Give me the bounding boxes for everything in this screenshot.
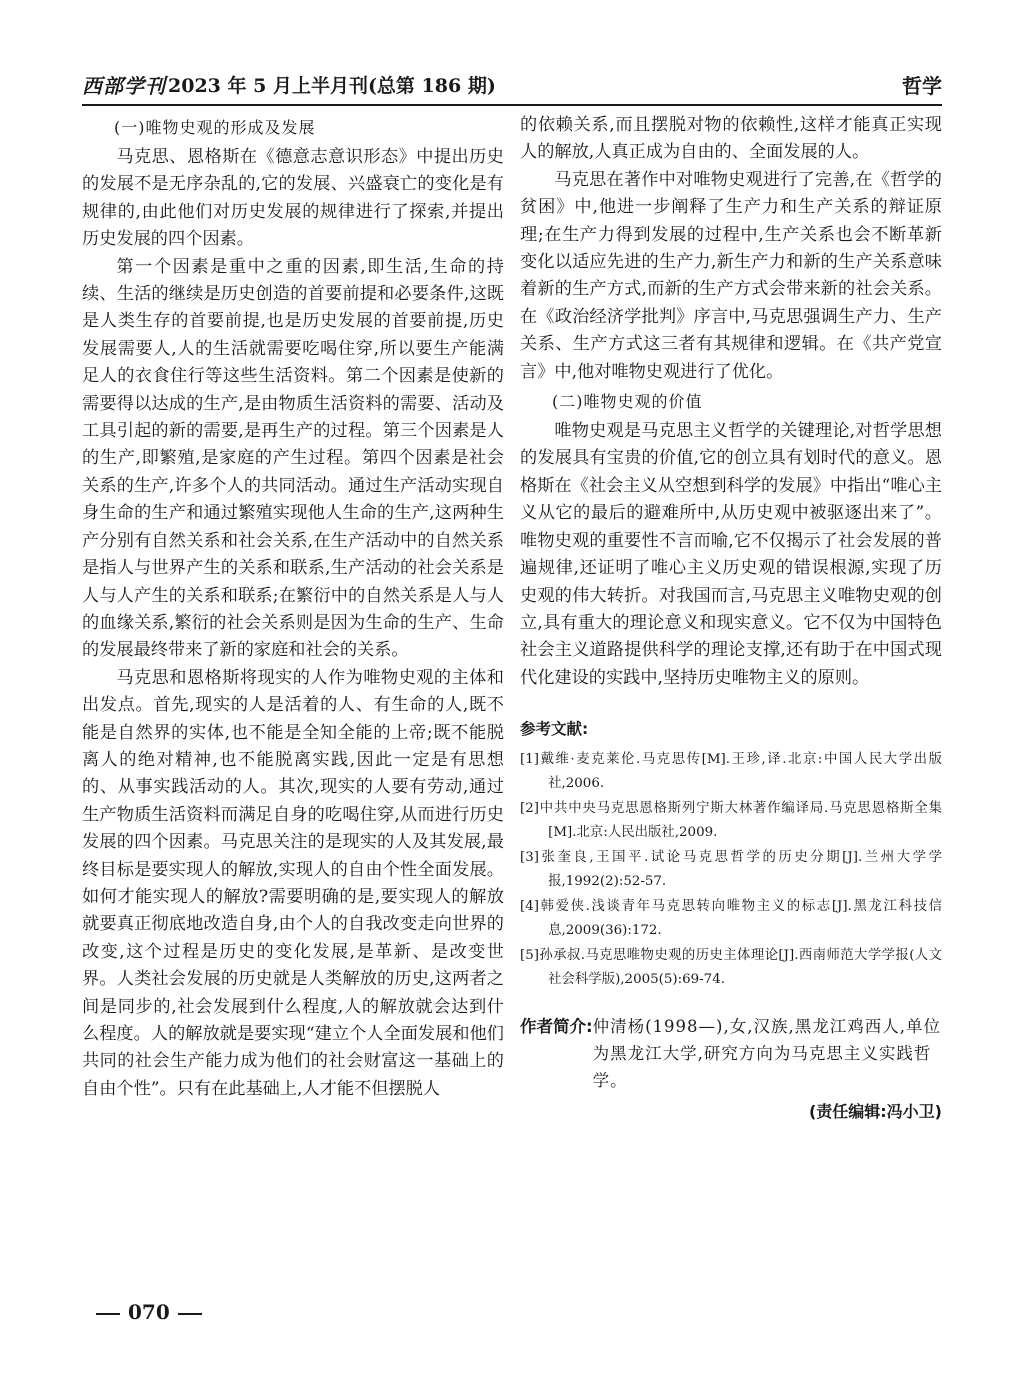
page-number: 070 bbox=[128, 1300, 170, 1324]
author-bio bbox=[520, 1013, 942, 1094]
author-bio-label: 作者简介: bbox=[520, 1016, 593, 1036]
running-header bbox=[82, 64, 942, 106]
dash-right bbox=[178, 1313, 202, 1315]
paragraph: 第一个因素是重中之重的因素,即生活,生命的持续、生活的继续是历史创造的首要前提和必要条件,这既是人类生存的首要前提,也是历史发展的首要前提,历史发展需要人,人的生活就需要吃喝住穿,所以要生产能满足人的衣食住行等这些生活资料。第二个因素是使新的需要得以达成的生产,是由物质生活资料的需要、活动及工具引起的新的需要,是再生产的过程。第三个因素是人的生产,即繁殖,是家庭的产生过程。第四个因素是社会关系的生产,许多个人的共同活动。通过生产活动实现自身生命的生产和通过繁殖实现他人生命的生产,这两种生产分别有自然关系和社会关系,在生产活动中的自然关系是指人与世界产生的关系和联系,生产活动的社会关系是人与人产生的关系和联系;在繁衍中的自然关系是人与人的血缘关系,繁衍的社会关系则是因为生命的生产、生命的发展最终带来了新的家庭和社会的关系。 bbox=[82, 256, 504, 661]
right-column bbox=[520, 112, 942, 1125]
subheading-formation: (一)唯物史观的形成及发展 bbox=[114, 118, 316, 137]
dash-left bbox=[96, 1313, 120, 1315]
reference-item: [2]中共中央马克思恩格斯列宁斯大林著作编译局.马克思恩格斯全集[M].北京:人民出版社,2009. bbox=[520, 800, 942, 841]
left-column bbox=[82, 112, 504, 1103]
issue-info: 2023 年 5 月上半月刊(总第 186 期) bbox=[168, 74, 496, 97]
journal-name: 西部学刊 bbox=[82, 73, 166, 98]
subheading-value: (二)唯物史观的价值 bbox=[552, 392, 703, 412]
author-bio-text: 仲清杨(1998—),女,汉族,黑龙江鸡西人,单位为黑龙江大学,研究方向为马克思主义实践哲学。 bbox=[592, 1016, 941, 1090]
reference-item: [5]孙承叔.马克思唯物史观的历史主体理论[J].西南师范大学学报(人文社会科学版),2005(5):69-74. bbox=[520, 947, 942, 988]
header-left bbox=[82, 70, 496, 99]
responsible-editor: (责任编辑:冯小卫) bbox=[808, 1101, 942, 1121]
page-footer bbox=[88, 1300, 210, 1324]
reference-item: [1]戴维·麦克莱伦.马克思传[M].王珍,译.北京:中国人民大学出版社,2006. bbox=[520, 751, 942, 792]
paragraph: 马克思和恩格斯将现实的人作为唯物史观的主体和出发点。首先,现实的人是活着的人、有生命的人,既不能是自然界的实体,也不能是全知全能的上帝;既不能脱离人的绝对精神,也不能脱离实践,因此一定是有思想的、从事实践活动的人。其次,现实的人要有劳动,通过生产物质生活资料而满足自身的吃喝住穿,从而进行历史发展的四个因素。马克思关注的是现实的人及其发展,最终目标是要实现人的解放,实现人的自由个性全面发展。如何才能实现人的解放?需要明确的是,要实现人的解放就要真正彻底地改造自身,由个人的自我改变走向世界的改变,这个过程是历史的变化发展,是革新、是改变世界。人类社会发展的历史就是人类解放的历史,这两者之间是同步的,社会发展到什么程度,人的解放就会达到什么程度。人的解放就是要实现“建立个人全面发展和他们共同的社会生产能力成为他们的社会财富这一基础上的自由个性”。只有在此基础上,人才能不但摆脱人 bbox=[82, 667, 504, 1099]
paragraph: 唯物史观是马克思主义哲学的关键理论,对哲学思想的发展具有宝贵的价值,它的创立具有划时代的意义。恩格斯在《社会主义从空想到科学的发展》中指出“唯心主义从它的最后的避难所中,从历史观中被驱逐出来了”。唯物史观的重要性不言而喻,它不仅揭示了社会发展的普遍规律,还证明了唯心主义历史观的错误根源,实现了历史观的伟大转折。对我国而言,马克思主义唯物史观的创立,具有重大的理论意义和现实意义。它不仅为中国特色社会主义道路提供科学的理论支撑,还有助于在中国式现代化建设的实践中,坚持历史唯物主义的原则。 bbox=[520, 421, 942, 688]
paragraph: 马克思在著作中对唯物史观进行了完善,在《哲学的贫困》中,他进一步阐释了生产力和生产关系的辩证原理;在生产力得到发展的过程中,生产关系也会不断革新变化以适应先进的生产力,新生产力和新的生产关系意味着新的生产方式,而新的生产方式会带来新的社会关系。在《政治经济学批判》序言中,马克思强调生产力、生产关系、生产方式这三者有其规律和逻辑。在《共产党宣言》中,他对唯物史观进行了优化。 bbox=[520, 169, 942, 382]
reference-item: [3]张奎良,王国平.试论马克思哲学的历史分期[J].兰州大学学报,1992(2):52-57. bbox=[520, 849, 942, 890]
paragraph: 马克思、恩格斯在《德意志意识形态》中提出历史的发展不是无序杂乱的,它的发展、兴盛衰亡的变化是有规律的,由此他们对历史发展的规律进行了探索,并提出历史发展的四个因素。 bbox=[82, 147, 504, 250]
references-title: 参考文献: bbox=[520, 720, 589, 739]
paragraph-continued: 的依赖关系,而且摆脱对物的依赖性,这样才能真正实现人的解放,人真正成为自由的、全面发展的人。 bbox=[520, 115, 942, 163]
reference-item: [4]韩爱侠.浅谈青年马克思转向唯物主义的标志[J].黑龙江科技信息,2009(36):172. bbox=[520, 898, 942, 939]
section-label: 哲学 bbox=[902, 73, 942, 98]
